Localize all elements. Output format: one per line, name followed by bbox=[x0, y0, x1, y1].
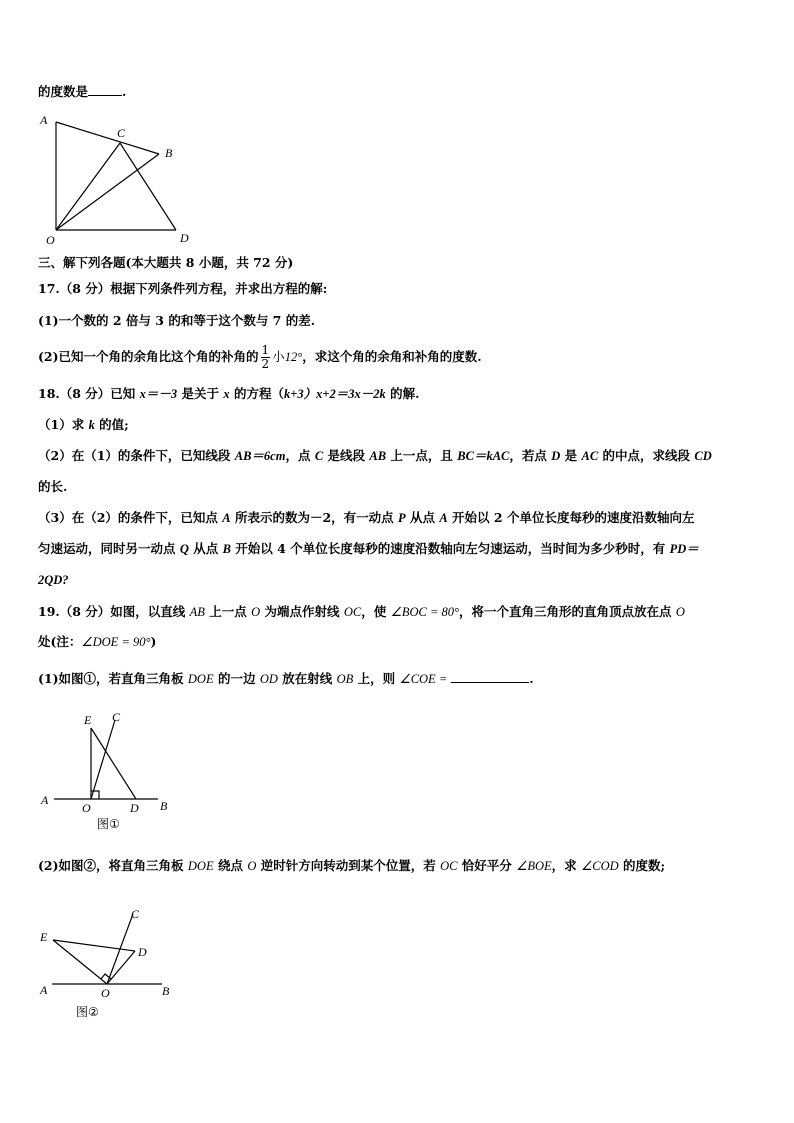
q19-o: O bbox=[251, 605, 261, 619]
fraction-half bbox=[261, 344, 271, 371]
q18-p1-k: k bbox=[88, 418, 95, 432]
q18-p2-ac: AC bbox=[581, 449, 599, 463]
q18-eq1: x＝－3 bbox=[139, 387, 178, 401]
caption-fig1: 图① bbox=[97, 817, 120, 831]
q19-p1-d: 上，则 bbox=[353, 671, 400, 686]
q16-suffix: . bbox=[122, 84, 127, 99]
label-e-fig1: E bbox=[84, 713, 92, 727]
q18-p3-a: （3）在（2）的条件下，已知点 bbox=[38, 510, 223, 525]
q17-p2-deg: 12° bbox=[284, 350, 303, 364]
q17-head: 17.（8 分）根据下列条件列方程，并求出方程的解: bbox=[38, 281, 328, 296]
q18-p2-c: C bbox=[314, 449, 324, 463]
q19-p1-ob: OB bbox=[336, 672, 354, 686]
q18-p3l2-pd: PD＝ bbox=[669, 542, 699, 556]
q19-o2: O bbox=[675, 605, 685, 619]
q19-p2-o: O bbox=[247, 859, 257, 873]
q19-p2-oc: OC bbox=[440, 859, 458, 873]
q19-t1: 19.（8 分）如图，以直线 bbox=[38, 604, 190, 619]
q19-part2 bbox=[38, 857, 665, 875]
line-ab bbox=[56, 122, 159, 154]
q18-p3-P: P bbox=[398, 511, 406, 525]
frac-den: 2 bbox=[261, 357, 270, 371]
q19-t4: ，使 bbox=[361, 604, 391, 619]
q17-part1: (1)一个数的 2 倍与 3 的和等于这个数与 7 的差. bbox=[38, 313, 316, 328]
q19-p2-a: (2)如图②，将直角三角板 bbox=[38, 858, 188, 873]
q18-p2-cd: CD bbox=[694, 449, 712, 463]
q18-t3: 的方程（ bbox=[229, 386, 284, 401]
label-b-fig2: B bbox=[162, 984, 170, 998]
q19-p2-c: 逆时针方向转动到某个位置，若 bbox=[256, 858, 441, 873]
q19-ab: AB bbox=[189, 605, 205, 619]
q18-part2-line1 bbox=[38, 447, 712, 465]
q19-line2 bbox=[38, 633, 156, 651]
label-a: A bbox=[40, 113, 48, 127]
label-c: C bbox=[117, 126, 126, 140]
q19-oc: OC bbox=[343, 605, 362, 619]
q17-p2-mid: 小 bbox=[272, 349, 285, 364]
q18-t2: 是关于 bbox=[177, 386, 224, 401]
q19-p2-f: 的度数; bbox=[618, 858, 666, 873]
q19-p1-doe: DOE bbox=[187, 672, 214, 686]
q18-p3l2-B: B bbox=[222, 542, 231, 556]
q19-p1-e: . bbox=[529, 671, 534, 686]
q18-p3l2-a: 匀速运动，同时另一动点 bbox=[38, 541, 180, 556]
q18-p2-b: ，点 bbox=[285, 448, 315, 463]
figure-q16 bbox=[36, 108, 196, 248]
line-ob bbox=[56, 154, 159, 230]
q19-p2-ang: ∠BOE bbox=[516, 859, 552, 873]
q18-p1-b: 的值; bbox=[94, 417, 129, 432]
q18-part3-line3: 2QD? bbox=[38, 573, 69, 587]
label-a-fig1: A bbox=[41, 793, 49, 807]
q18-part2-line2: 的长. bbox=[38, 479, 68, 494]
q17-p2-before: (2)已知一个角的余角比这个角的补角的 bbox=[38, 349, 259, 364]
label-d-fig2: D bbox=[138, 945, 147, 959]
q18-p2-a: （2）在（1）的条件下，已知线段 bbox=[38, 448, 235, 463]
q19-p2-doe: DOE bbox=[187, 859, 214, 873]
q18-eq2: k+3）x+2＝3x－2k bbox=[284, 387, 386, 401]
q18-p3-A2: A bbox=[439, 511, 448, 525]
q18-p3-d: 开始以 2 个单位长度每秒的速度沿数轴向左 bbox=[447, 510, 695, 525]
q16-tail bbox=[38, 83, 126, 101]
q19-p1-b: 的一边 bbox=[213, 671, 260, 686]
q19-l2-a: 处(注： bbox=[38, 634, 82, 649]
answer-blank[interactable] bbox=[88, 83, 122, 96]
q19-p2-e: ，求 bbox=[551, 858, 582, 873]
q18-p2-d: 是线段 bbox=[323, 448, 370, 463]
q18-p3-c: 从点 bbox=[405, 510, 440, 525]
q18-p2-e: 上一点，且 bbox=[386, 448, 458, 463]
q18-p2-dd: D bbox=[551, 449, 561, 463]
label-e-fig2: E bbox=[40, 930, 48, 944]
q19-t3: 为端点作射线 bbox=[260, 604, 344, 619]
label-o-fig2: O bbox=[101, 986, 110, 1000]
label-b: B bbox=[165, 146, 173, 160]
answer-blank-coe[interactable] bbox=[451, 670, 529, 683]
q19-p1-od: OD bbox=[259, 672, 278, 686]
q18-p2-f: ，若点 bbox=[509, 448, 552, 463]
q18-p3-b: 所表示的数为－2，有一动点 bbox=[230, 510, 398, 525]
q18-p1-a: （1）求 bbox=[38, 417, 89, 432]
section-heading: 三、解下列各题(本大题共 8 小题，共 72 分) bbox=[38, 255, 294, 270]
q18-x: x bbox=[223, 387, 230, 401]
q19-ang-boc: ∠BOC = 80° bbox=[390, 605, 460, 619]
q19-l2-b: ) bbox=[150, 634, 157, 649]
q19-p2-b: 绕点 bbox=[213, 858, 248, 873]
q18-head bbox=[38, 385, 419, 403]
q18-p2-bc: BC＝kAC bbox=[457, 449, 510, 463]
q18-p2-g: 是 bbox=[560, 448, 582, 463]
figure-2 bbox=[36, 900, 186, 1030]
q19-p1-a: (1)如图①，若直角三角板 bbox=[38, 671, 188, 686]
label-d-fig1: D bbox=[130, 801, 139, 815]
label-o-fig1: O bbox=[82, 801, 91, 815]
q18-p2-ab2: AB bbox=[369, 449, 387, 463]
q19-ang-doe: ∠DOE = 90° bbox=[81, 635, 151, 649]
q18-p3l2-c: 开始以 4 个单位长度每秒的速度沿数轴向左匀速运动，当时间为多少秒时，有 bbox=[230, 541, 670, 556]
label-c-fig1: C bbox=[112, 710, 121, 724]
label-c-fig2: C bbox=[131, 907, 140, 921]
caption-fig2: 图② bbox=[76, 1005, 99, 1019]
line-oc bbox=[56, 143, 120, 230]
q19-p1-c: 放在射线 bbox=[277, 671, 337, 686]
q19-p2-ang2: ∠COD bbox=[581, 859, 619, 873]
q18-p3l2-b: 从点 bbox=[188, 541, 223, 556]
q17-p2-after: ，求这个角的余角和补角的度数. bbox=[302, 349, 482, 364]
q18-p2-ab: AB＝6cm bbox=[234, 449, 286, 463]
label-a-fig2: A bbox=[40, 983, 48, 997]
label-b-fig1: B bbox=[160, 799, 168, 813]
q19-p2-d: 恰好平分 bbox=[457, 858, 517, 873]
q16-prefix: 的度数是 bbox=[38, 84, 89, 99]
q18-p3-A: A bbox=[222, 511, 231, 525]
q18-p2-h: 的中点，求线段 bbox=[598, 448, 695, 463]
label-d: D bbox=[180, 231, 189, 245]
q18-p3l2-Q: Q bbox=[179, 542, 189, 556]
line-ed-fig1 bbox=[91, 728, 136, 799]
q17-part2 bbox=[38, 340, 482, 374]
q19-t2: 上一点 bbox=[204, 604, 252, 619]
figure-1 bbox=[36, 706, 186, 836]
line-od-fig2 bbox=[107, 951, 135, 984]
q18-t1: 18.（8 分）已知 bbox=[38, 386, 140, 401]
q18-part1 bbox=[38, 416, 129, 434]
q19-part1 bbox=[38, 670, 534, 688]
q18-part3-line2 bbox=[38, 540, 699, 558]
frac-num: 1 bbox=[261, 343, 270, 357]
q19-p1-ang: ∠COE = bbox=[399, 672, 448, 686]
q18-t4: 的解. bbox=[385, 386, 420, 401]
q18-part3-line1 bbox=[38, 509, 694, 527]
q19-t5: ，将一个直角三角形的直角顶点放在点 bbox=[459, 604, 676, 619]
label-o: O bbox=[46, 233, 55, 247]
q19-head bbox=[38, 603, 685, 621]
